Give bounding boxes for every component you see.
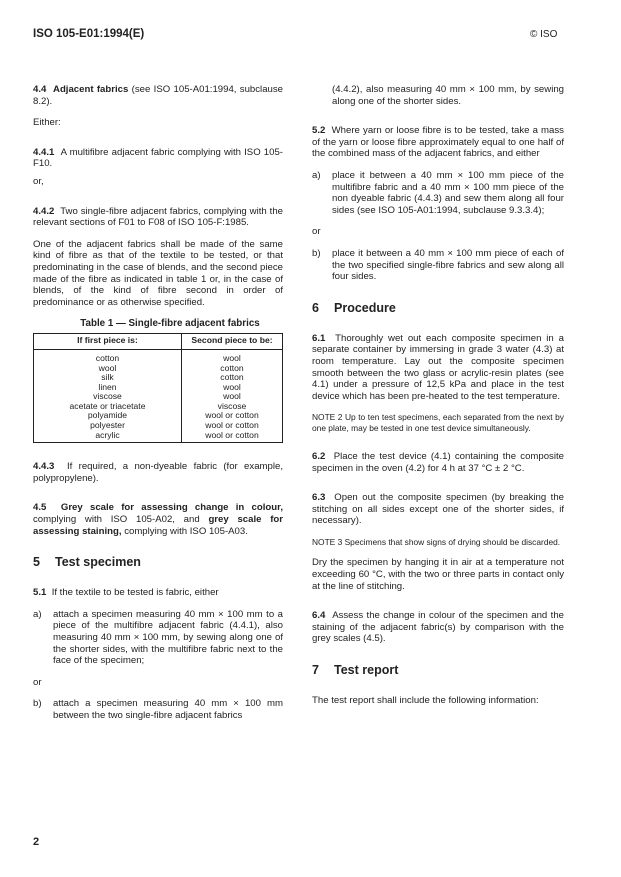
clause-6-2: 6.2 Place the test device (4.1) containing the composite specimen in the oven (4.2) for 4 h at 37 °C ± 2 °C. — [312, 451, 564, 474]
left-column — [33, 84, 283, 722]
or-text: or — [312, 226, 321, 238]
clause-5-1: 5.1 If the textile to be tested is fabric, either — [33, 587, 219, 599]
clause-4-4: 4.4 Adjacent fabrics (see ISO 105-A01:1994, subclause 8.2). — [33, 84, 283, 107]
table-row: polyamide wool or cotton — [34, 411, 283, 421]
table-row: silk cotton — [34, 373, 283, 383]
adjacent-fabric-paragraph: One of the adjacent fabrics shall be made of the same kind of fibre as that of the textile to be tested, or that predominating in the case of blends, and the second piece made of the fibre as indicated in table 1 or, in the case of blends, of the kind of fibre second in order of predominance or as otherwise specified. — [33, 238, 283, 308]
section-7-heading: 7 Test report — [312, 663, 399, 678]
clause-6-4: 6.4 Assess the change in colour of the specimen and the staining of the adjacent fabric(s) by comparison with the grey scales (4.5). — [312, 610, 564, 645]
right-column — [312, 84, 564, 707]
section-5-heading: 5 Test specimen — [33, 555, 141, 570]
table-row: wool cotton — [34, 364, 283, 374]
table-row: cotton wool — [34, 349, 283, 363]
clause-4-4-3: 4.4.3 If required, a non-dyeable fabric (for example, polypropylene). — [33, 461, 283, 484]
drying-paragraph: Dry the specimen by hanging it in air at a temperature not exceeding 60 °C, with the two or three parts in contact only at the line of stitching. — [312, 557, 564, 592]
table-header-first-piece: If first piece is: — [34, 334, 182, 350]
note-2: NOTE 2 Up to ten test specimens, each separated from the next by one plate, may be tested in one test device simultaneously. — [312, 412, 564, 433]
table-row: viscose wool — [34, 392, 283, 402]
clause-6-1: 6.1 Thoroughly wet out each composite specimen in a separate container by immersing in grade 3 water (4.3) at room temperature. Lay out the composite specimen smooth between the two glass or acrylic-resin plates (see 4.1) under a pressure of 12,5 kPa and place in the test device which has been pre-heated to the test temperature. — [312, 332, 564, 402]
section-6-heading: 6 Procedure — [312, 300, 396, 315]
clause-6-3: 6.3 Open out the composite specimen (by breaking the stitching on all sides except one of the shorter sides, if necessary). — [312, 492, 564, 527]
continuation-text: (4.4.2), also measuring 40 mm × 100 mm, by sewing along one of the shorter sides. — [332, 84, 564, 107]
list-item-b: b) place it between a 40 mm × 100 mm piece of each of the two specified single-fibre fabrics and sew along all four sides. — [312, 247, 564, 283]
or-text: or — [33, 676, 42, 688]
list-item-a: a) attach a specimen measuring 40 mm × 100 mm to a piece of the multifibre adjacent fabric (4.4.1), also measuring 40 mm × 100 mm, by sewing along one of the shorter sides, with the multifibre fabric next to the face of the specimen; — [33, 608, 283, 667]
table-header-second-piece: Second piece to be: — [182, 334, 283, 350]
document-id: ISO 105-E01:1994(E) — [33, 28, 145, 40]
clause-4-4-1: 4.4.1 A multifibre adjacent fabric complying with ISO 105-F10. — [33, 146, 283, 170]
page-number: 2 — [33, 836, 40, 848]
table-1 — [33, 333, 283, 443]
list-item-a: a) place it between a 40 mm × 100 mm piece of the multifibre fabric and a 40 mm × 100 mm piece of the non dyeable fabric (4.4.3) and sew them along all four sides (see ISO 105-A01:1994, subclause 9.3.3.4); — [312, 169, 564, 216]
clause-4-4-2: 4.4.2 Two single-fibre adjacent fabrics, complying with the relevant sections of F01 to F08 of ISO 105-F:1985. — [33, 205, 283, 229]
table-row: acetate or triacetate viscose — [34, 402, 283, 412]
table-row: polyester wool or cotton — [34, 421, 283, 431]
clause-4-5: 4.5 Grey scale for assessing change in colour, complying with ISO 105-A02, and grey scale for assessing staining, complying with ISO 105-A03. — [33, 502, 283, 537]
test-report-intro: The test report shall include the following information: — [312, 695, 539, 707]
or-text: or, — [33, 175, 44, 187]
table-row: linen wool — [34, 383, 283, 393]
table-row: acrylic wool or cotton — [34, 431, 283, 443]
note-3: NOTE 3 Specimens that show signs of drying should be discarded. — [312, 537, 561, 548]
either-text: Either: — [33, 117, 61, 129]
table-1-title: Table 1 — Single-fibre adjacent fabrics — [80, 318, 260, 330]
copyright-mark: © ISO — [530, 29, 558, 40]
list-item-b: b) attach a specimen measuring 40 mm × 100 mm between the two single-fibre adjacent fabrics — [33, 698, 283, 721]
clause-5-2: 5.2 Where yarn or loose fibre is to be tested, take a mass of the yarn or loose fibre approximately equal to one half of the combined mass of the adjacent fabrics, and either — [312, 125, 564, 160]
